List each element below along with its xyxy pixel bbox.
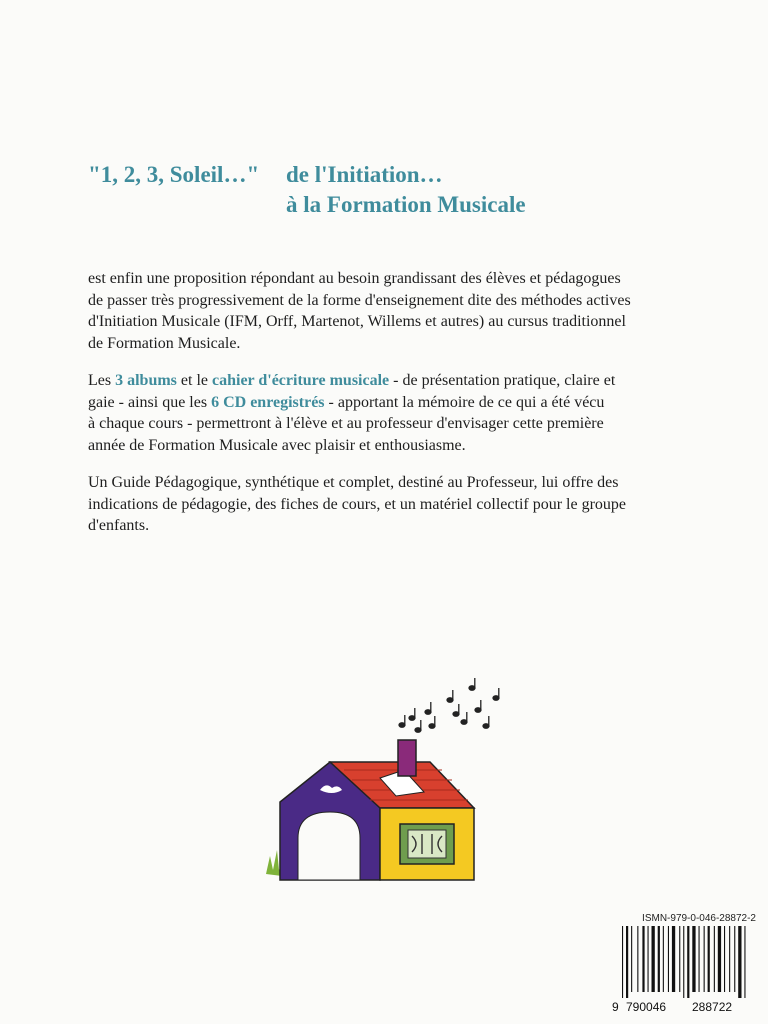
barcode-bar <box>734 926 735 992</box>
barcode-bar <box>631 926 632 992</box>
text-fragment: Les <box>88 372 116 389</box>
barcode-group-1: 790046 <box>626 1000 667 1014</box>
text-line: est enfin une proposition répondant au besoin grandissant des élèves et pédagogues <box>88 270 621 287</box>
barcode-first-digit: 9 <box>612 1000 619 1014</box>
barcode-bar <box>724 926 725 992</box>
book-title <box>88 160 648 220</box>
barcode-bar <box>626 926 628 998</box>
barcode-bar <box>714 926 715 992</box>
barcode-bar <box>637 926 638 992</box>
barcode-bar <box>699 926 700 992</box>
barcode-bar <box>744 926 745 998</box>
title-line-1 <box>88 160 648 190</box>
barcode-bar <box>683 926 684 998</box>
barcode-group-2: 288722 <box>692 1000 733 1014</box>
text-fragment: gaie - ainsi que les <box>88 393 212 411</box>
text-fragment: et le <box>176 372 212 389</box>
title-line-2 <box>88 190 648 220</box>
barcode-bar <box>729 926 730 992</box>
barcode-bar <box>668 926 669 992</box>
title-series-name: "1, 2, 3, Soleil…" <box>88 162 260 187</box>
text-line: indications de pédagogie, des fiches de cours, et un matériel collectif pour le groupe <box>88 495 627 513</box>
barcode-bar <box>738 926 741 998</box>
text-line <box>88 370 688 392</box>
ismn-number: ISMN-979-0-046-28872-2 <box>642 913 756 924</box>
highlight-cahier: cahier d'écriture musicale <box>212 372 390 389</box>
guide-paragraph <box>88 472 688 537</box>
text-line: de passer très progressivement de la forme d'enseignement dite des méthodes actives <box>88 291 631 309</box>
barcode-bar <box>642 926 644 992</box>
barcode-bar <box>648 926 649 992</box>
barcode-bar <box>692 926 695 992</box>
text-line <box>88 392 688 414</box>
text-line: de Formation Musicale. <box>88 334 241 352</box>
barcode-bar <box>708 926 710 992</box>
text-fragment: - apportant la mémoire de ce qui a été vécu <box>324 393 605 411</box>
text-line: Un Guide Pédagogique, synthétique et complet, destiné au Professeur, lui offre des <box>88 474 619 491</box>
music-notes-icon <box>399 678 499 732</box>
barcode-bar <box>663 926 664 992</box>
title-subtitle-start: de l'Initiation… <box>286 162 443 187</box>
text-line: à chaque cours - permettront à l'élève et au professeur d'envisager cette première <box>88 415 604 433</box>
text-line: d'Initiation Musicale (IFM, Orff, Martenot, Willems et autres) au cursus traditionnel <box>88 313 626 331</box>
text-line: d'enfants. <box>88 517 150 535</box>
text-fragment: - de présentation pratique, claire et <box>389 372 616 389</box>
barcode-bar <box>704 926 705 992</box>
barcode-bar <box>687 926 689 998</box>
highlight-cd: 6 CD enregistrés <box>211 393 325 411</box>
materials-paragraph <box>88 370 688 456</box>
barcode-bar <box>652 926 655 992</box>
highlight-albums: 3 albums <box>115 372 177 389</box>
title-subtitle-end: à la Formation Musicale <box>286 192 526 217</box>
barcode-bar <box>658 926 660 992</box>
intro-paragraph <box>88 268 688 354</box>
barcode-bar <box>622 926 623 998</box>
barcode-bar <box>679 926 680 992</box>
barcode-bar <box>718 926 721 992</box>
text-line: année de Formation Musicale avec plaisir et enthousiasme. <box>88 436 466 454</box>
barcode-icon <box>612 926 760 998</box>
house-illustration <box>252 670 512 890</box>
barcode-bar <box>672 926 675 992</box>
